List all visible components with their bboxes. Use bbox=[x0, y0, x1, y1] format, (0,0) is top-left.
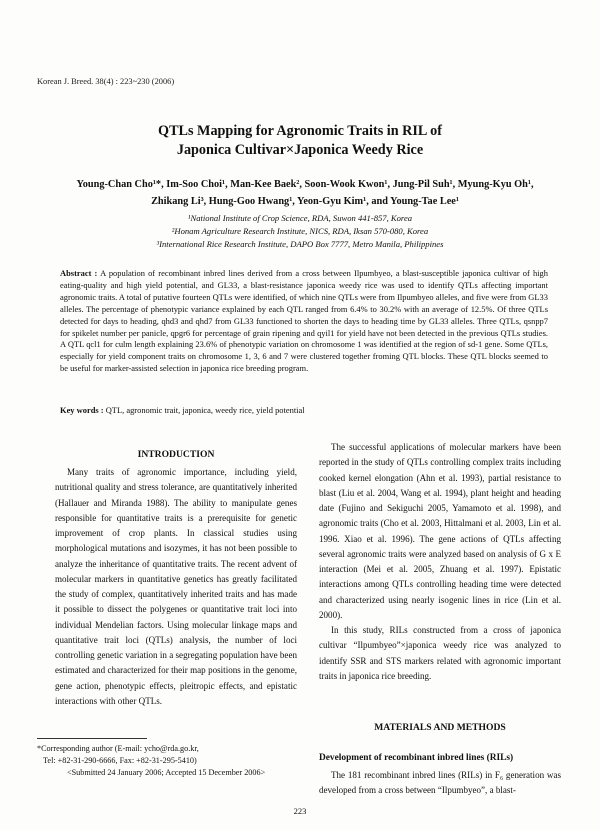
keywords-label: Key words : bbox=[60, 405, 104, 415]
footnote-line-3: <Submitted 24 January 2006; Accepted 15 December 2006> bbox=[67, 768, 266, 777]
authors-line1: Young-Chan Cho¹*, Im-Soo Choi¹, Man-Kee Baek², Soon-Wook Kwon¹, Jung-Pil Suh¹, Myung-Kyu Oh¹, bbox=[76, 179, 534, 190]
materials-methods-column bbox=[319, 768, 561, 799]
journal-citation: Korean J. Breed. 38(4) : 223~230 (2006) bbox=[37, 77, 175, 86]
page-number: 223 bbox=[293, 806, 307, 816]
materials-methods-heading: MATERIALS AND METHODS bbox=[374, 722, 506, 733]
right-paragraph-1: The successful applications of molecular markers have been reported in the study of QTLs controlling complex traits including cooked kernel elongation (Ahn et al. 1993), partial resistance to blast (Liu et al. 2004, Wang et al. 1994), plant height and heading date (Fujino and Sekiguchi 2005, Yamamoto et al. 1998), and agronomic traits (Cho et al. 2003, Hittalmani et al. 2003, Lin et al. 1996. Xiao et al. 1996). The gene actions of QTLs affecting several agronomic traits were analyzed based on analysis of G x E interaction (Mei et al. 2005, Zhuang et al. 1997). Epistatic interactions among QTLs controlling heading time were detected and characterized using nearly isogenic lines in rice (Lin et al. 2000). bbox=[319, 442, 561, 620]
right-paragraph-2: In this study, RILs constructed from a cross of japonica cultivar “Ilpumbyeo”×japonica weedy rice was analyzed to identify SSR and STS markers related with agronomic important traits in japonica rice breeding. bbox=[319, 625, 561, 681]
author-list bbox=[60, 176, 550, 210]
introduction-column bbox=[55, 465, 297, 709]
affiliation-2: ²Honam Agriculture Research Institute, NICS, RDA, Iksan 570-080, Korea bbox=[171, 226, 429, 236]
abstract-label: Abstract : bbox=[60, 268, 98, 278]
keywords bbox=[60, 405, 548, 415]
abstract-text: A population of recombinant inbred lines derived from a cross between Ilpumbyeo, a blast-susceptible japonica cultivar of high eating-quality and high yield potential, and GL33, a blast-resistance japonica weedy rice was used to identify QTLs affecting important agronomic traits. A total of putative fourteen QTLs were identified, of which nine QTLs were from Ilpumbyeo alleles, and five were from GL33 alleles. The percentage of phenotypic variance explained by each QTL ranged from 6.4% to 30.2% with an average of 12.5%. Of three QTLs detected for days to heading, qhd3 and qhd7 from GL33 functioned to shorten the days to heading time by GL33 alleles. Three QTLs, qsnpp7 for spikelet number per panicle, qpgr6 for percentage of grain ripening and qyil1 for yield have not been detected in the previous QTLs studies. A QTL qcl1 for culm length explaining 23.6% of phenotypic variation on chromosome 1 was identified at the region of sd-1 gene. Some QTLs, especially for yield component traits on chromosome 1, 3, 6 and 7 were clustered together froming QTL blocks. These QTL blocks seemed to be useful for marker-assisted selection in japonica rice breeding program. bbox=[60, 268, 548, 374]
affiliation-3: ³International Rice Research Institute, DAPO Box 7777, Metro Manila, Philippines bbox=[156, 239, 444, 249]
introduction-heading: INTRODUCTION bbox=[137, 449, 215, 460]
footnote-rule bbox=[37, 738, 147, 739]
paper-title-line1: QTLs Mapping for Agronomic Traits in RIL of bbox=[158, 123, 442, 139]
paper-title-line2: Japonica Cultivar×Japonica Weedy Rice bbox=[176, 142, 424, 158]
right-column bbox=[319, 440, 561, 684]
ril-subheading: Development of recombinant inbred lines (RILs) bbox=[319, 753, 514, 763]
abstract bbox=[60, 268, 548, 375]
footnote bbox=[37, 743, 307, 779]
footnote-line-1: *Corresponding author (E-mail: ycho@rda.go.kr, bbox=[37, 744, 199, 753]
keywords-text: QTL, agronomic trait, japonica, weedy rice, yield potential bbox=[105, 405, 305, 415]
footnote-line-2: Tel: +82-31-290-6666, Fax: +82-31-295-5410) bbox=[43, 756, 197, 765]
authors-line2: Zhikang Li³, Hung-Goo Hwang¹, Yeon-Gyu Kim¹, and Young-Tae Lee¹ bbox=[151, 196, 459, 207]
introduction-paragraph: Many traits of agronomic importance, including yield, nutritional quality and stress tolerance, are quantitatively inherited (Hallauer and Miranda 1988). The ability to manipulate genes responsible for quantitative traits is a prerequisite for genetic improvement of crop plants. In classical studies using morphological mutations and isozymes, it has not been possible to analyze the inheritance of quantitative traits. The recent advent of molecular markers in quantitative genetics has greatly facilitated the study of complex, quantitatively inherited traits and has made it possible to dissect the polygenes or quantitative trait loci into individual Mendelian factors. Using molecular linkage maps and quantitative trait loci (QTLs) analysis, the number of loci controlling genetic variation in a segregating population have been estimated and characterized for their map positions in the genome, gene action, phenotypic effects, pleitropic effects, and epistatic interactions with other QTLs. bbox=[55, 467, 297, 706]
affiliation-1: ¹National Institute of Crop Science, RDA, Suwon 441-857, Korea bbox=[187, 213, 413, 223]
materials-methods-paragraph: The 181 recombinant inbred lines (RILs) in F₆ generation was developed from a cross between “Ilpumbyeo”, a blast- bbox=[319, 770, 561, 796]
